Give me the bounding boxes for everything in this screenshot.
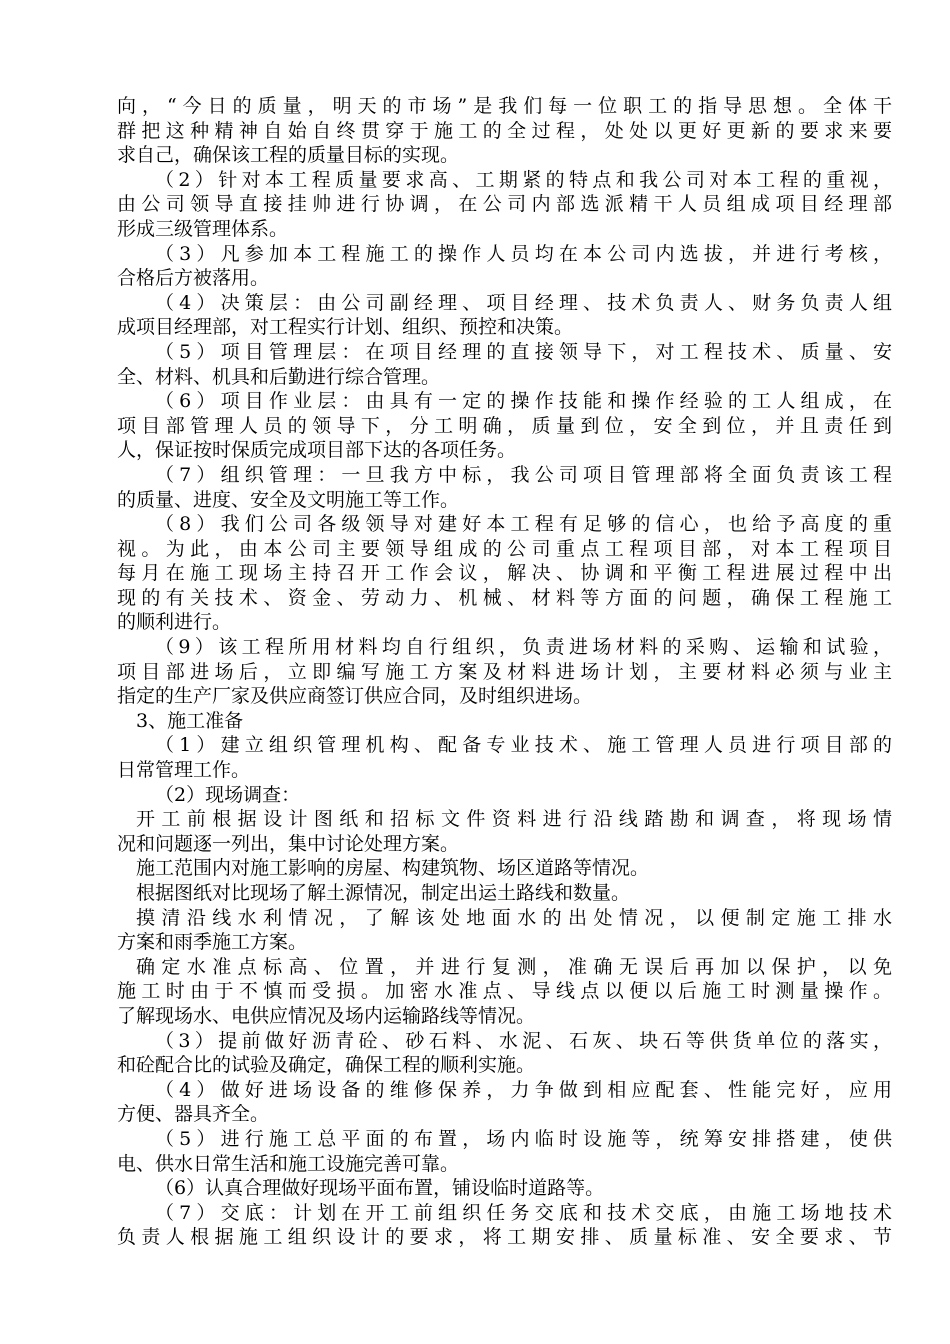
text-line: （5）进行施工总平面的布置，场内临时设施等，统筹安排搭建，使供 [155,1127,892,1150]
text-line: 方案和雨季施工方案。 [117,931,308,954]
text-line: （3）提前做好沥青砼、砂石料、水泥、石灰、块石等供货单位的落实， [155,1029,892,1052]
text-line: 3、施工准备 [136,709,244,732]
text-line: 群把这种精神自始自终贯穿于施工的全过程，处处以更好更新的要求来要 [117,119,892,142]
text-line: 指定的生产厂家及供应商签订供应合同，及时组织进场。 [117,685,593,708]
text-line: 项目部管理人员的领导下，分工明确，质量到位，安全到位，并且责任到 [117,414,892,437]
text-line: 开工前根据设计图纸和招标文件资料进行沿线踏勘和调查，将现场情 [136,808,892,831]
text-line: 合格后方被落用。 [117,267,270,290]
text-line: 电、供水日常生活和施工设施完善可靠。 [117,1152,460,1175]
text-line: 视。为此，由本公司主要领导组成的公司重点工程项目部，对本工程项目 [117,537,892,560]
text-line: 施工时由于不慎而受损。加密水准点、导线点以便以后施工时测量操作。 [117,980,892,1003]
text-line: 摸清沿线水利情况，了解该处地面水的出处情况，以便制定施工排水 [136,906,892,929]
text-line: （9）该工程所用材料均自行组织，负责进场材料的采购、运输和试验， [155,636,892,659]
text-line: 施工范围内对施工影响的房屋、构建筑物、场区道路等情况。 [136,857,650,880]
text-line: 向，“今日的质量，明天的市场”是我们每一位职工的指导思想。全体干 [117,95,892,117]
text-line: 成项目经理部，对工程实行计划、组织、预控和决策。 [117,316,574,339]
text-line: 根据图纸对比现场了解土源情况，制定出运土路线和数量。 [136,882,631,904]
text-line: 项目部进场后，立即编写施工方案及材料进场计划，主要材料必须与业主 [117,660,892,683]
text-line: （1）建立组织管理机构、配备专业技术、施工管理人员进行项目部的 [155,734,892,757]
text-line: 形成三级管理体系。 [117,217,289,240]
text-line: （7）交底：计划在开工前组织任务交底和技术交底，由施工场地技术 [155,1201,892,1224]
text-line: 由公司领导直接挂帅进行协调，在公司内部选派精干人员组成项目经理部 [117,193,892,216]
text-line: 的质量、进度、安全及文明施工等工作。 [117,488,460,511]
text-line: （2）针对本工程质量要求高、工期紧的特点和我公司对本工程的重视， [155,168,892,191]
text-line: 现的有关技术、资金、劳动力、机械、材料等方面的问题，确保工程施工 [117,586,892,609]
text-line: 人，保证按时保质完成项目部下达的各项任务。 [117,439,517,462]
text-line: 求自己，确保该工程的质量目标的实现。 [117,144,460,167]
text-line: （2）现场调查： [155,783,301,806]
document-page [117,94,892,1250]
text-line: （5）项目管理层：在项目经理的直接领导下，对工程技术、质量、安 [155,340,892,363]
text-line: （4）决策层：由公司副经理、项目经理、技术负责人、财务负责人组 [155,291,892,314]
text-line: 日常管理工作。 [117,759,251,782]
text-line: 况和问题逐一列出，集中讨论处理方案。 [117,832,460,855]
text-line: （7）组织管理：一旦我方中标，我公司项目管理部将全面负责该工程 [155,463,892,486]
text-line: 和砼配合比的试验及确定，确保工程的顺利实施。 [117,1054,536,1077]
text-line: 的顺利进行。 [117,611,232,634]
text-line: （6）项目作业层：由具有一定的操作技能和操作经验的工人组成，在 [155,390,892,413]
text-line: 每月在施工现场主持召开工作会议，解决、协调和平衡工程进展过程中出 [117,562,892,585]
text-line: （8）我们公司各级领导对建好本工程有足够的信心，也给予高度的重 [155,513,892,536]
text-line: （3）凡参加本工程施工的操作人员均在本公司内选拔，并进行考核， [155,242,892,265]
text-line: （6）认真合理做好现场平面布置，铺设临时道路等。 [155,1177,605,1200]
text-line: （4）做好进场设备的维修保养，力争做到相应配套、性能完好，应用 [155,1078,892,1101]
text-line: 方便、器具齐全。 [117,1103,270,1126]
text-line: 负责人根据施工组织设计的要求，将工期安排、质量标准、安全要求、节 [117,1226,892,1249]
text-line: 了解现场水、电供应情况及场内运输路线等情况。 [117,1004,536,1027]
text-line: 确定水准点标高、位置，并进行复测，准确无误后再加以保护，以免 [136,955,892,978]
text-line: 全、材料、机具和后勤进行综合管理。 [117,365,441,388]
